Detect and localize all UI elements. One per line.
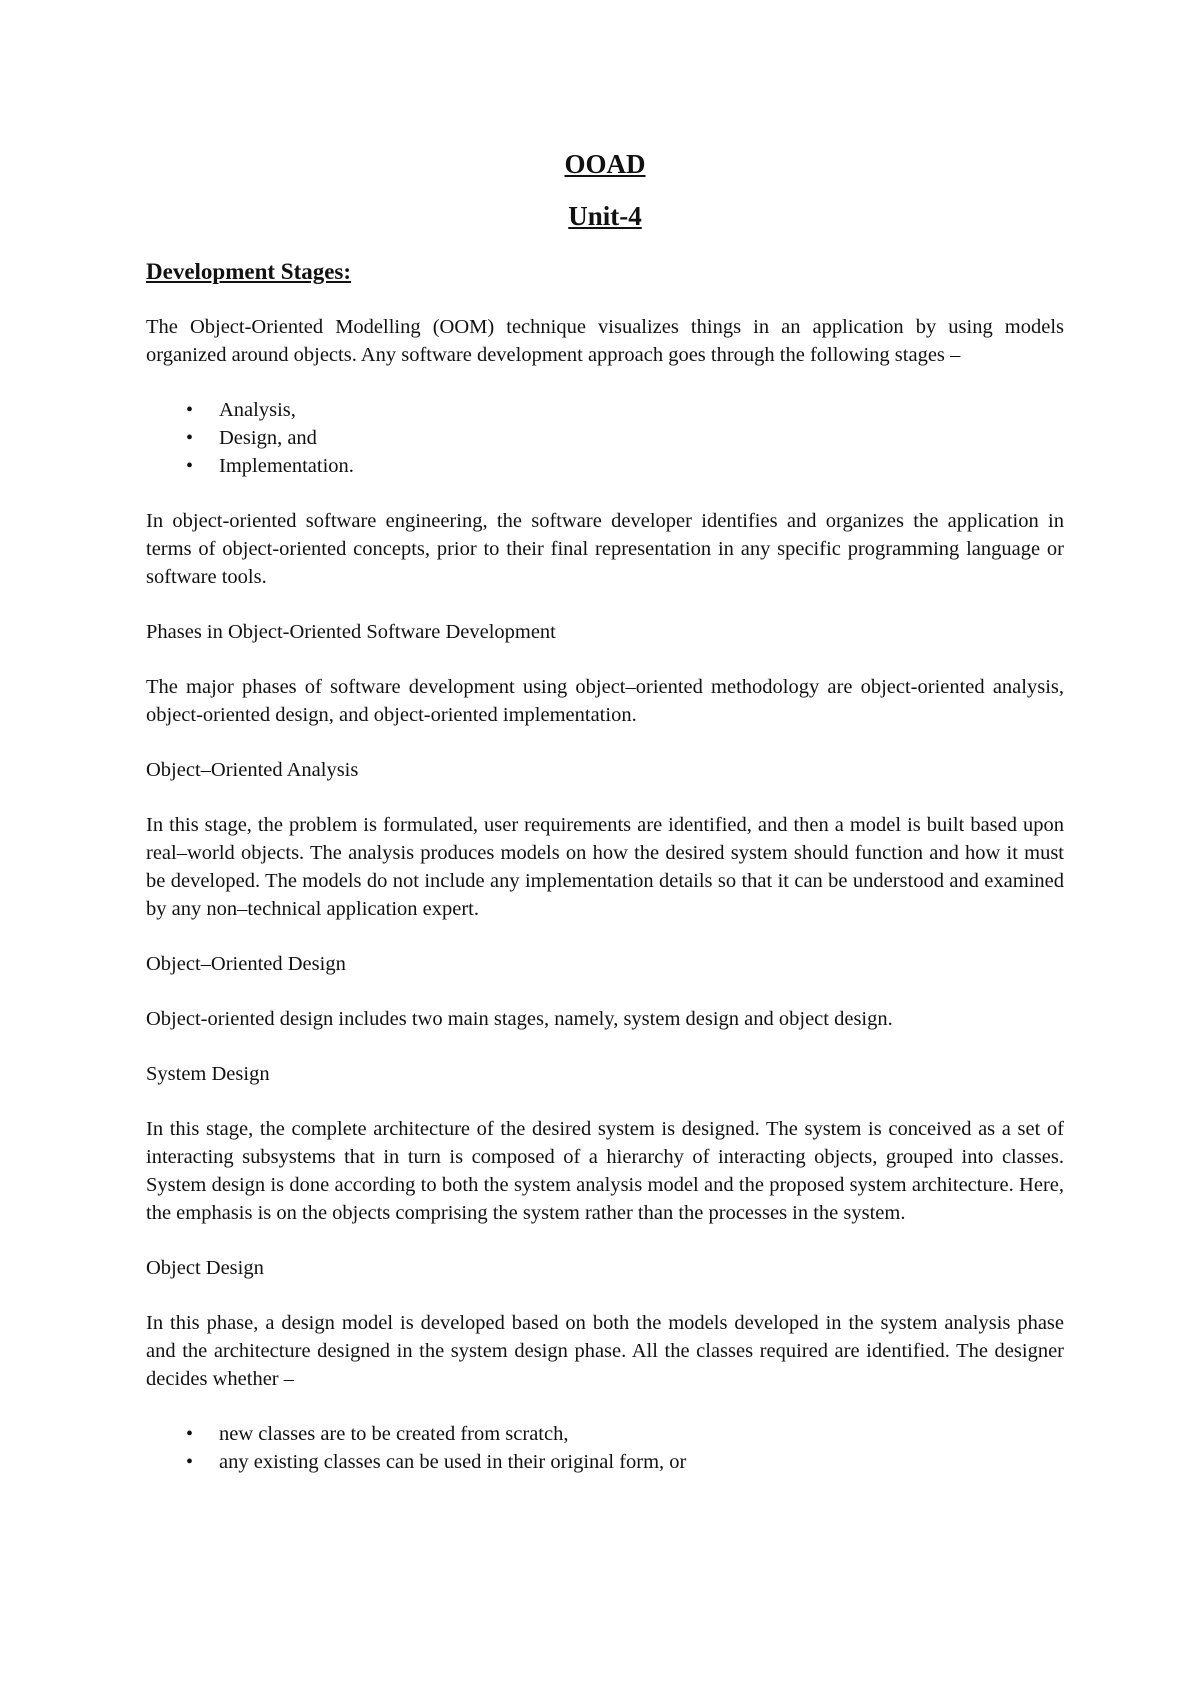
bullet-icon: • — [186, 455, 194, 477]
list-item-text: Design, and — [219, 427, 317, 449]
system-design-heading: System Design — [146, 1063, 270, 1085]
document-content — [146, 140, 1064, 1476]
list-item — [146, 424, 1064, 452]
system-design-paragraph: In this stage, the complete architecture of the desired system is designed. The system is conceived as a set of interacting subsystems that in turn is composed of a hierarchy of interacting objects, grouped into classes. System design is done according to both the system analysis model and the proposed system architecture. Here, the emphasis is on the objects comprising the system rather than the processes in the system. — [146, 1118, 1064, 1224]
section-heading: Development Stages: — [146, 259, 352, 284]
list-item — [146, 452, 1064, 480]
list-item — [146, 1448, 1064, 1476]
bullet-icon: • — [186, 1423, 194, 1445]
bullet-icon: • — [186, 399, 194, 421]
ooa-heading: Object–Oriented Analysis — [146, 759, 359, 781]
list-item-text: any existing classes can be used in their original form, or — [219, 1451, 687, 1473]
list-item-text: new classes are to be created from scratch, — [219, 1423, 569, 1445]
bullet-icon: • — [186, 1451, 194, 1473]
list-item — [146, 396, 1064, 424]
design-choices-list — [146, 1420, 1064, 1476]
engineering-paragraph: In object-oriented software engineering, the software developer identifies and organizes the application in terms of object-oriented concepts, prior to their final representation in any specific programming language or software tools. — [146, 510, 1064, 588]
phases-paragraph: The major phases of software development using object–oriented methodology are object-oriented analysis, object-oriented design, and object-oriented implementation. — [146, 676, 1064, 726]
unit-title: Unit-4 — [568, 201, 642, 231]
stages-list — [146, 396, 1064, 480]
intro-paragraph: The Object-Oriented Modelling (OOM) technique visualizes things in an application by using models organized around objects. Any software development approach goes through the following stages – — [146, 316, 1064, 366]
ood-heading: Object–Oriented Design — [146, 953, 346, 975]
ood-paragraph: Object-oriented design includes two main stages, namely, system design and object design. — [146, 1008, 893, 1030]
ooa-paragraph: In this stage, the problem is formulated, user requirements are identified, and then a model is built based upon real–world objects. The analysis produces models on how the desired system should function and how it must be developed. The models do not include any implementation details so that it can be understood and examined by any non–technical application expert. — [146, 814, 1064, 920]
list-item-text: Implementation. — [219, 455, 354, 477]
list-item — [146, 1420, 1064, 1448]
list-item-text: Analysis, — [219, 399, 296, 421]
object-design-paragraph: In this phase, a design model is developed based on both the models developed in the system analysis phase and the architecture designed in the system design phase. All the classes required are identified. The designer decides whether – — [146, 1312, 1064, 1390]
object-design-heading: Object Design — [146, 1257, 264, 1279]
phases-heading: Phases in Object-Oriented Software Development — [146, 621, 556, 643]
document-title: OOAD — [564, 149, 646, 179]
bullet-icon: • — [186, 427, 194, 449]
